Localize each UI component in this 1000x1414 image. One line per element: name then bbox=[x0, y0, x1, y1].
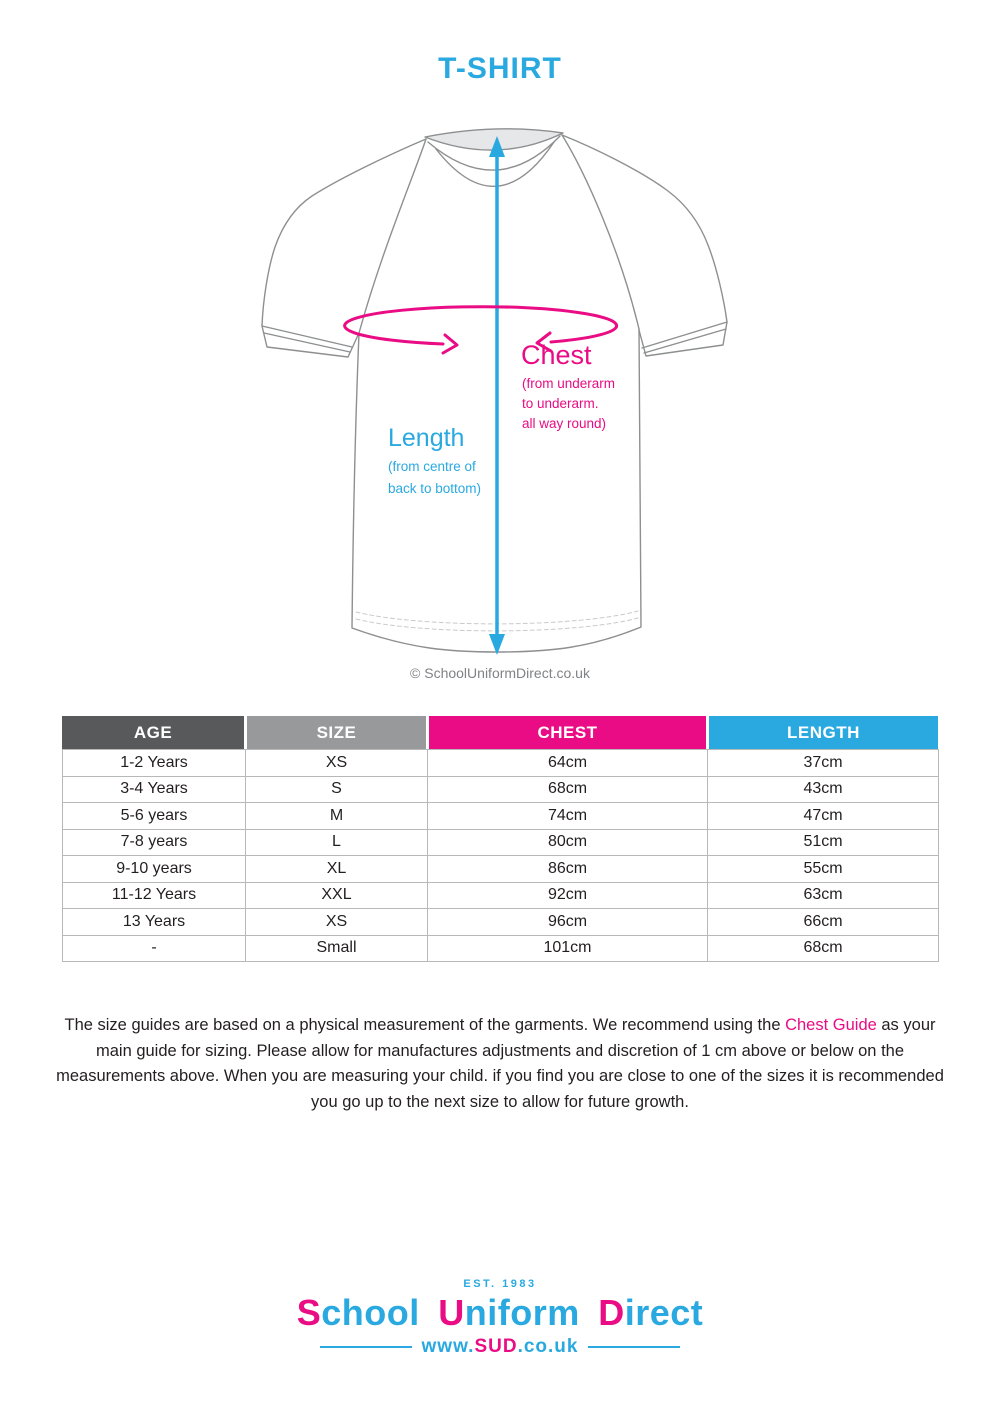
logo-letters: niform bbox=[464, 1292, 599, 1333]
cell-chest: 101cm bbox=[428, 935, 708, 962]
cell-size: M bbox=[246, 803, 428, 830]
raglan-seam-left bbox=[359, 139, 426, 333]
size-table-body bbox=[62, 749, 939, 962]
table-header-length: LENGTH bbox=[709, 716, 938, 749]
cell-age: 9-10 years bbox=[63, 856, 246, 883]
sizing-note bbox=[50, 1013, 950, 1115]
chest-measure-label: Chest bbox=[521, 340, 592, 370]
cell-chest: 92cm bbox=[428, 882, 708, 909]
tshirt-diagram bbox=[0, 0, 1000, 700]
tshirt-outline bbox=[262, 129, 727, 652]
cuff-right-stitch-2 bbox=[644, 329, 726, 353]
cell-size: S bbox=[246, 776, 428, 803]
length-sub-line: back to bottom) bbox=[388, 481, 482, 496]
chest-measure-description bbox=[522, 374, 615, 434]
cell-chest: 68cm bbox=[428, 776, 708, 803]
copyright-text: © SchoolUniformDirect.co.uk bbox=[410, 665, 590, 681]
cell-age: 5-6 years bbox=[63, 803, 246, 830]
length-measure-label: Length bbox=[388, 424, 465, 452]
logo-letter: D bbox=[598, 1292, 625, 1333]
logo-name bbox=[0, 1292, 1000, 1334]
cell-chest: 64cm bbox=[428, 750, 708, 777]
table-header-chest: CHEST bbox=[429, 716, 706, 749]
logo-letter: U bbox=[438, 1292, 465, 1333]
logo-letters: irect bbox=[624, 1292, 704, 1333]
url-sud: SUD bbox=[474, 1336, 518, 1357]
logo-established-text: EST. 1983 bbox=[463, 1278, 537, 1290]
chest-sub-line: to underarm. bbox=[522, 396, 599, 411]
cell-chest: 74cm bbox=[428, 803, 708, 830]
length-sub-line: (from centre of bbox=[388, 459, 476, 474]
cell-chest: 86cm bbox=[428, 856, 708, 883]
cell-chest: 96cm bbox=[428, 909, 708, 936]
cell-length: 63cm bbox=[708, 882, 939, 909]
cuff-left-stitch-1 bbox=[262, 326, 352, 347]
cell-length: 37cm bbox=[708, 750, 939, 777]
raglan-seam-right bbox=[562, 135, 639, 329]
logo-url bbox=[422, 1336, 579, 1358]
chest-guide-highlight: Chest Guide bbox=[785, 1016, 877, 1034]
cell-length: 66cm bbox=[708, 909, 939, 936]
cell-age: 3-4 Years bbox=[63, 776, 246, 803]
cuff-right-stitch-1 bbox=[642, 322, 727, 348]
cell-size: XS bbox=[246, 909, 428, 936]
table-header-row bbox=[62, 716, 938, 749]
cell-length: 55cm bbox=[708, 856, 939, 883]
chest-sub-line: all way round) bbox=[522, 416, 607, 431]
table-row bbox=[63, 909, 939, 936]
cell-length: 47cm bbox=[708, 803, 939, 830]
cell-age: 1-2 Years bbox=[63, 750, 246, 777]
length-measure-description bbox=[388, 456, 481, 500]
table-header-size: SIZE bbox=[247, 716, 426, 749]
tagline-left-rule bbox=[320, 1346, 412, 1349]
note-text: The size guides are based on a physical measurement of the garments. We recommend using the bbox=[64, 1016, 786, 1034]
cell-age: 13 Years bbox=[63, 909, 246, 936]
size-table bbox=[62, 716, 938, 962]
brand-logo bbox=[0, 1278, 1000, 1358]
cell-length: 51cm bbox=[708, 829, 939, 856]
logo-letter: S bbox=[296, 1292, 322, 1333]
cell-size: XXL bbox=[246, 882, 428, 909]
url-www: www. bbox=[421, 1336, 475, 1357]
table-row bbox=[63, 829, 939, 856]
length-arrow bbox=[489, 136, 505, 655]
page-title: T-SHIRT bbox=[438, 52, 562, 85]
table-row bbox=[63, 750, 939, 777]
cell-age: 7-8 years bbox=[63, 829, 246, 856]
chest-ellipse bbox=[345, 307, 617, 344]
table-row bbox=[63, 776, 939, 803]
cell-age: - bbox=[63, 935, 246, 962]
tagline-right-rule bbox=[588, 1346, 680, 1349]
cell-size: XS bbox=[246, 750, 428, 777]
chest-sub-line: (from underarm bbox=[522, 376, 616, 391]
logo-letters: chool bbox=[321, 1292, 439, 1333]
url-couk: .co.uk bbox=[517, 1336, 579, 1357]
table-row bbox=[63, 935, 939, 962]
table-header-age: AGE bbox=[62, 716, 244, 749]
sleeve-right bbox=[562, 135, 727, 356]
table-row bbox=[63, 803, 939, 830]
table-row bbox=[63, 856, 939, 883]
cell-chest: 80cm bbox=[428, 829, 708, 856]
note-text: as your main guide for sizing. Please allow for manufactures adjustments and discretion of 1 cm above or below on the measurements above. When you are measuring your child. if you find you are close to one of the sizes it is recommended you go up to the next size to allow for future growth. bbox=[56, 1016, 944, 1111]
cell-length: 68cm bbox=[708, 935, 939, 962]
arrow-right-icon bbox=[443, 335, 457, 353]
cell-size: XL bbox=[246, 856, 428, 883]
cell-age: 11-12 Years bbox=[63, 882, 246, 909]
cell-size: Small bbox=[246, 935, 428, 962]
cell-size: L bbox=[246, 829, 428, 856]
table-row bbox=[63, 882, 939, 909]
cell-length: 43cm bbox=[708, 776, 939, 803]
logo-tagline bbox=[0, 1336, 1000, 1358]
